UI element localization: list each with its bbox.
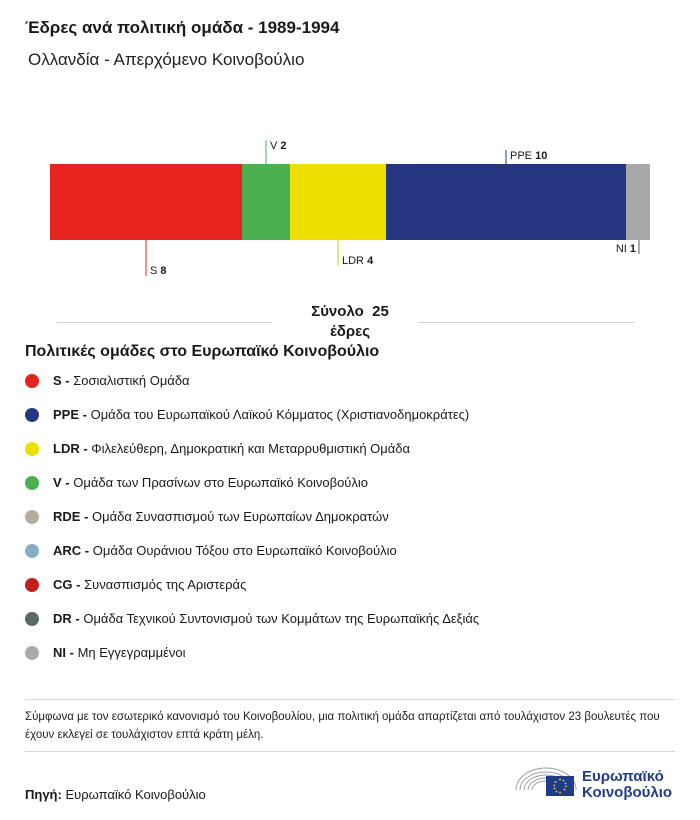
legend-item-2 <box>25 436 479 470</box>
total-divider-left <box>57 322 272 323</box>
bar-segment-ldr <box>290 164 386 240</box>
legend-item-3 <box>25 470 479 504</box>
legend-item-0 <box>25 368 479 402</box>
data-label-v: V 2 <box>270 140 287 152</box>
legend-label: Σοσιαλιστική Ομάδα <box>69 373 190 388</box>
legend-label: Μη Εγγεγραμμένοι <box>73 645 186 660</box>
legend-item-5 <box>25 538 479 572</box>
legend-code: PPE - <box>53 407 87 422</box>
legend-swatch <box>25 374 39 388</box>
legend-title: Πολιτικές ομάδες στο Ευρωπαϊκό Κοινοβούλιο <box>25 343 380 360</box>
legend-swatch <box>25 476 39 490</box>
footer-note: Σύμφωνα με τον εσωτερικό κανονισμό του Κοινοβουλίου, μια πολιτική ομάδα απαρτίζεται από τουλάχιστον 23 βουλευτές που έχουν εκλεγεί σε τουλάχιστον επτά κράτη μέλη. <box>25 711 660 741</box>
bar-segment-v <box>242 164 290 240</box>
legend-code: NI - <box>53 645 74 660</box>
bar-segment-ppe <box>386 164 626 240</box>
legend-code: ARC - <box>53 543 90 558</box>
legend-label: Ομάδα Τεχνικού Συντονισμού των Κομμάτων της Ευρωπαϊκής Δεξιάς <box>79 611 480 626</box>
total-seats <box>280 302 420 342</box>
legend-label: Συνασπισμός της Αριστεράς <box>80 577 247 592</box>
total-label: Σύνολο <box>311 303 364 320</box>
legend-swatch <box>25 408 39 422</box>
legend-code: CG - <box>53 577 81 592</box>
chart-subtitle: Ολλανδία - Απερχόμενο Κοινοβούλιο <box>28 50 305 69</box>
legend-label: Ομάδα του Ευρωπαϊκού Λαϊκού Κόμματος (Χριστιανοδημοκράτες) <box>86 407 470 422</box>
bar-segment-s <box>50 164 242 240</box>
source <box>25 787 206 802</box>
legend-code: RDE - <box>53 509 89 524</box>
chart-title: Έδρες ανά πολιτική ομάδα - 1989-1994 <box>25 18 340 37</box>
source-value: Ευρωπαϊκό Κοινοβούλιο <box>65 787 206 802</box>
data-label-s: S 8 <box>150 265 167 277</box>
data-label-ni: NI 1 <box>615 243 636 255</box>
footer-divider-top <box>25 699 675 700</box>
legend-swatch <box>25 442 39 456</box>
legend-swatch <box>25 544 39 558</box>
logo-line-1: Ευρωπαϊκό <box>582 768 664 785</box>
bar-segment-ni <box>626 164 650 240</box>
legend-swatch <box>25 612 39 626</box>
logo-wordmark <box>582 769 672 801</box>
total-unit: έδρες <box>329 323 371 340</box>
legend-label: Ομάδα Ουράνιου Τόξου στο Ευρωπαϊκό Κοινοβούλιο <box>89 543 397 558</box>
stacked-seat-bar-chart <box>0 130 700 290</box>
data-label-ppe: PPE 10 <box>510 150 548 162</box>
logo-line-2: Κοινοβούλιο <box>582 784 673 801</box>
legend-swatch <box>25 510 39 524</box>
legend-item-7 <box>25 606 479 640</box>
legend-code: LDR - <box>53 441 88 456</box>
legend <box>25 368 479 674</box>
legend-swatch <box>25 578 39 592</box>
source-label: Πηγή: <box>25 787 62 802</box>
legend-code: V - <box>53 475 70 490</box>
data-label-ldr: LDR 4 <box>342 255 374 267</box>
legend-label: Ομάδα των Πρασίνων στο Ευρωπαϊκό Κοινοβούλιο <box>69 475 369 490</box>
legend-code: DR - <box>53 611 80 626</box>
legend-label: Φιλελεύθερη, Δημοκρατική και Μεταρρυθμιστική Ομάδα <box>87 441 411 456</box>
legend-item-8 <box>25 640 479 674</box>
legend-item-6 <box>25 572 479 606</box>
footer-divider-bottom <box>25 751 675 752</box>
legend-item-1 <box>25 402 479 436</box>
legend-swatch <box>25 646 39 660</box>
total-divider-right <box>418 322 634 323</box>
total-value: 25 <box>372 303 389 320</box>
legend-item-4 <box>25 504 479 538</box>
legend-label: Ομάδα Συνασπισμού των Ευρωπαίων Δημοκρατών <box>88 509 389 524</box>
legend-code: S - <box>53 373 70 388</box>
